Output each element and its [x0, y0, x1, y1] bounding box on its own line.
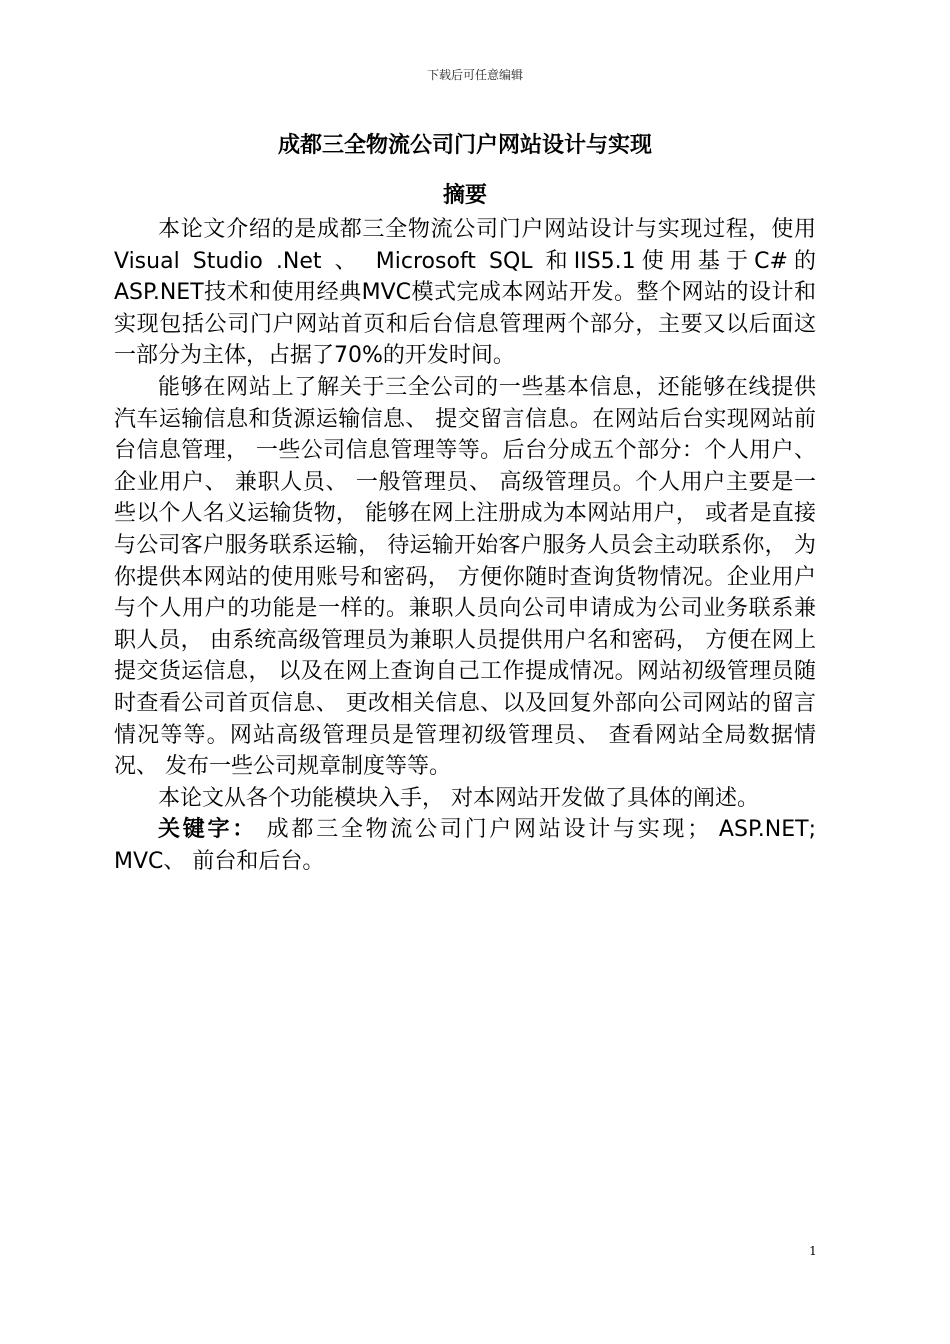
abstract-paragraph-3: 本论文从各个功能模块入手， 对本网站开发做了具体的阐述。: [158, 785, 759, 811]
keywords-line: [114, 814, 816, 877]
keywords-label: 关键字：: [158, 817, 257, 843]
keywords-text: 成都三全物流公司门户网站设计与实现； ASP.NET; MVC、 前台和后台。: [114, 817, 816, 874]
page-number: 1: [809, 1244, 817, 1258]
header-note: 下载后可任意编辑: [426, 68, 523, 82]
abstract-paragraph-1: 本论文介绍的是成都三全物流公司门户网站设计与实现过程，使用Visual Studio .Net 、 Microsoft SQL 和IIS5.1使用基于C#的ASP.NET技术和使用经典MVC模式完成本网站开发。整个网站的设计和实现包括公司门户网站首页和后台信息管理两个部分，主要又以后面这一部分为主体，占据了70%的开发时间。: [114, 217, 816, 369]
abstract-paragraph-2: 能够在网站上了解关于三全公司的一些基本信息，还能够在线提供汽车运输信息和货源运输信息、 提交留言信息。在网站后台实现网站前台信息管理， 一些公司信息管理等等。后台分成五个部分：个人用户、 企业用户、 兼职人员、 一般管理员、 高级管理员。个人用户主要是一些以个人名义运输货物， 能够在网上注册成为本网站用户， 或者是直接与公司客户服务联系运输， 待运输开始客户服务人员会主动联系你， 为你提供本网站的使用账号和密码， 方便你随时查询货物情况。企业用户与个人用户的功能是一样的。兼职人员向公司申请成为公司业务联系兼职人员， 由系统高级管理员为兼职人员提供用户名和密码， 方便在网上提交货运信息， 以及在网上查询自己工作提成情况。网站初级管理员随时查看公司首页信息、 更改相关信息、以及回复外部向公司网站的留言情况等等。网站高级管理员是管理初级管理员、 查看网站全局数据情况、 发布一些公司规章制度等等。: [114, 374, 816, 780]
document-title: 成都三全物流公司门户网站设计与实现: [277, 133, 652, 158]
abstract-body: [114, 214, 816, 877]
abstract-heading: 摘要: [442, 183, 487, 208]
